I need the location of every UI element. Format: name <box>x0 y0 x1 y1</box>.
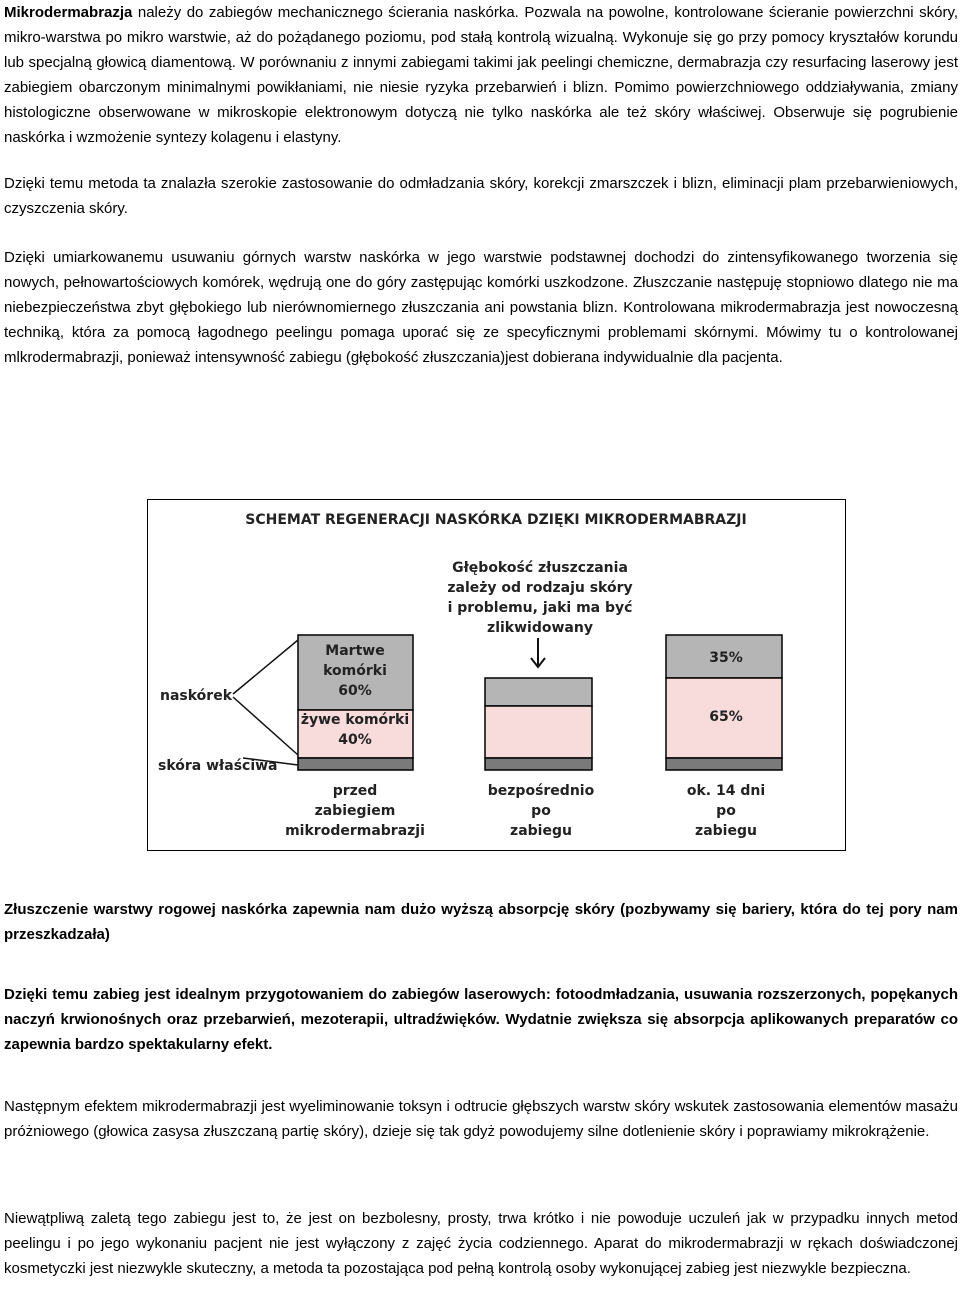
note-line-2: zależy od rodzaju skóry <box>447 580 633 596</box>
caption-after-1: bezpośrednio <box>487 783 595 799</box>
bar-after-live-layer <box>485 706 592 758</box>
note-line-1: Głębokość złuszczania <box>452 560 628 576</box>
diagram-title: SCHEMAT REGENERACJI NASKÓRKA DZIĘKI MIKRODERMABRAZJI <box>245 512 747 528</box>
bar-14d-top-value: 35% <box>709 650 743 666</box>
bar-immediately-after <box>485 678 592 770</box>
note-line-3: i problemu, jaki ma być <box>447 600 633 616</box>
bar-captions <box>285 783 765 839</box>
intro-paragraph <box>4 0 958 150</box>
bar-before-dermis <box>298 758 413 770</box>
regeneration-diagram <box>147 499 846 851</box>
live-label-1: żywe komórki <box>300 712 410 728</box>
bar-14d-bottom-value: 65% <box>709 709 743 725</box>
bar-after-dead-layer <box>485 678 592 706</box>
laser-prep-paragraph: Dzięki temu zabieg jest idealnym przygotowaniem do zabiegów laserowych: fotoodmładzania, usuwania rozszerzonych, popękanych naczyń krwionośnych oraz przebarwień, mezoterapii, ultradźwięków. Wydatnie zwiększa się absorpcja aplikowanych preparatów co zapewnia bardzo spektakularny efekt. <box>4 986 958 1053</box>
caption-before-3: mikrodermabrazji <box>285 823 425 839</box>
bar-14d-dermis <box>666 758 782 770</box>
detox-paragraph: Następnym efektem mikrodermabrazji jest wyeliminowanie toksyn i odtrucie głębszych warstw skóry wskutek zastosowania elementów masażu próżniowego (głowica zasysa złuszczaną partię skóry), dzieje się tak gdyż powodujemy silne dotlenienie skóry i poprawiamy mikrokrążenie. <box>4 1098 958 1140</box>
caption-after-3: zabiegu <box>510 823 572 839</box>
caption-14d-2: po <box>716 803 736 819</box>
epidermis-label: naskórek <box>160 688 233 704</box>
note-line-4: zlikwidowany <box>487 620 593 636</box>
caption-before-2: zabiegiem <box>314 803 396 819</box>
dead-label-3: 60% <box>338 683 372 699</box>
intro-text: należy do zabiegów mechanicznego ścierania naskórka. Pozwala na powolne, kontrolowane ścieranie powierzchni skóry, mikro-warstwa po mikro warstwie, aż do pożądanego poziomu, pod stałą kontrolą wizualną. Wykonuje się go przy pomocy kryształów korundu lub specjalną głowicą diamentową. W porównaniu z innymi zabiegami takimi jak peelingi chemiczne, dermabrazja czy resurfacing laserowy jest zabiegiem obarczonym minimalnymi powikłaniami, nie niesie ryzyka przebarwień i blizn. Pomimo powierzchniowego oddziaływania, zmiany histologiczne obserwowane w mikroskopie elektronowym dotyczą nie tylko naskórka ale też skóry właściwej. Obserwuje się pogrubienie naskórka i wzmożenie syntezy kolagenu i elastyny. <box>4 4 958 146</box>
depth-note <box>447 560 632 636</box>
live-label-2: 40% <box>338 732 372 748</box>
diagram-svg <box>148 500 845 850</box>
advantages-paragraph: Niewątpliwą zaletą tego zabiegu jest to, że jest on bezbolesny, prosty, trwa krótko i nie powoduje uczuleń jak w przypadku innych metod peelingu i po jego wykonaniu pacjent nie jest wyłączony z zajęć życia codziennego. Aparat do mikrodermabrazji w rękach doświadczonej kosmetyczki jest niezwykle skuteczny, a metoda ta pozostająca pod pełną kontrolą osoby wykonującej zabieg jest niezwykle bezpieczna. <box>4 1210 958 1277</box>
dermis-label: skóra właściwa <box>158 758 278 774</box>
caption-after-2: po <box>531 803 551 819</box>
bar-14-days <box>666 635 782 770</box>
regeneration-paragraph: Dzięki umiarkowanemu usuwaniu górnych warstw naskórka w jego warstwie podstawnej dochodzi do zintensyfikowanego tworzenia się nowych, pełnowartościowych komórek, wędrują one do góry zastępując komórki uszkodzone. Złuszczanie następuję stopniowo dlatego nie ma niebezpieczeństwa zbyt głębokiego lub nierównomiernego złuszczania ani powstania blizn. Kontrolowana mikrodermabrazja jest nowoczesną techniką, która za pomocą łagodnego peelingu pomaga uporać się ze specyficznymi problemami skórnymi. Mówimy tu o kontrolowanej mlkrodermabrazji, ponieważ intensywność zabiegu (głębokość złuszczania)jest dobierana indywidualnie dla pacjenta. <box>4 249 958 366</box>
bar-before <box>298 635 413 770</box>
absorption-paragraph: Złuszczenie warstwy rogowej naskórka zapewnia nam dużo wyższą absorpcję skóry (pozbywamy się bariery, która do tej pory nam przeszkadzała) <box>4 901 958 943</box>
layer-labels <box>158 640 298 774</box>
down-arrow-icon <box>531 638 545 667</box>
caption-before-1: przed <box>332 783 378 799</box>
applications-paragraph: Dzięki temu metoda ta znalazła szerokie zastosowanie do odmładzania skóry, korekcji zmarszczek i blizn, eliminacji plam przebarwieniowych, czyszczenia skóry. <box>4 175 958 217</box>
caption-14d-1: ok. 14 dni <box>686 783 766 799</box>
intro-term: Mikrodermabrazja <box>4 4 133 21</box>
bar-after-dermis <box>485 758 592 770</box>
caption-14d-3: zabiegu <box>695 823 757 839</box>
dead-label-1: Martwe <box>325 643 385 659</box>
dead-label-2: komórki <box>323 663 387 679</box>
